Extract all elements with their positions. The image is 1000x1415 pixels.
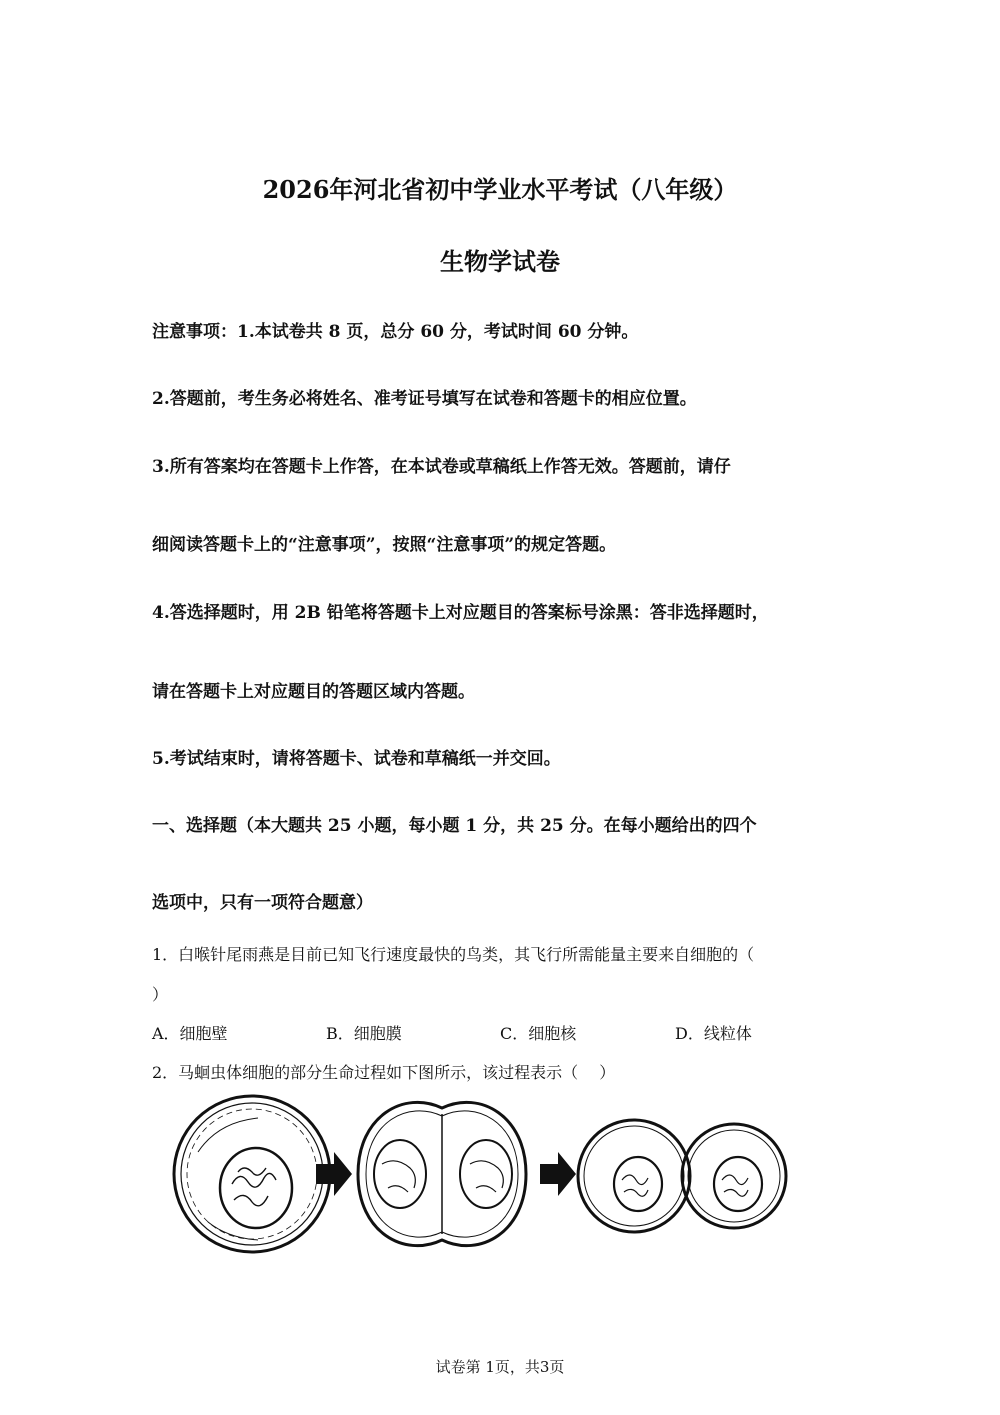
question-1-option-b: B．细胞膜 [326,1024,402,1043]
question-1-option-a: A．细胞壁 [152,1024,228,1043]
notice-line: 请在答题卡上对应题目的答题区域内答题。 [152,682,475,702]
cell-stage-2 [358,1102,526,1245]
notice-line: 4.答选择题时，用 2B 铅笔将答题卡上对应题目的答案标号涂黑：答非选择题时， [152,603,769,623]
notice-line: 3.所有答案均在答题卡上作答，在本试卷或草稿纸上作答无效。答题前，请仔 [152,457,731,477]
exam-subtitle: 生物学试卷 [440,247,560,276]
section-heading: 一、选择题（本大题共 25 小题，每小题 1 分，共 25 分。在每小题给出的四个 [152,816,757,836]
cell-division-figure [168,1092,788,1257]
exam-title: 2026年河北省初中学业水平考试（八年级） [262,175,738,204]
notice-line: 5.考试结束时，请将答题卡、试卷和草稿纸一并交回。 [152,749,561,769]
page-footer: 试卷第 1页，共3页 [435,1358,565,1376]
question-1-option-d: D．线粒体 [675,1024,752,1043]
notice-line: 2.答题前，考生务必将姓名、准考证号填写在试卷和答题卡的相应位置。 [152,389,697,409]
notice-line: 注意事项：1.本试卷共 8 页，总分 60 分，考试时间 60 分钟。 [152,322,639,342]
question-1-stem-cont: ） [152,985,169,1004]
question-2-stem: 2．马蛔虫体细胞的部分生命过程如下图所示，该过程表示（ ） [152,1063,616,1082]
cell-stage-3-right [682,1124,786,1228]
section-heading-cont: 选项中，只有一项符合题意） [152,893,373,913]
question-1-option-c: C．细胞核 [500,1024,577,1043]
cell-stage-1 [174,1096,330,1252]
cell-stage-3-left [578,1120,690,1232]
arrow-right-icon [540,1152,576,1196]
notice-line: 细阅读答题卡上的“注意事项”，按照“注意事项”的规定答题。 [152,535,617,555]
question-1-stem: 1．白喉针尾雨燕是目前已知飞行速度最快的鸟类，其飞行所需能量主要来自细胞的（ [152,945,755,964]
